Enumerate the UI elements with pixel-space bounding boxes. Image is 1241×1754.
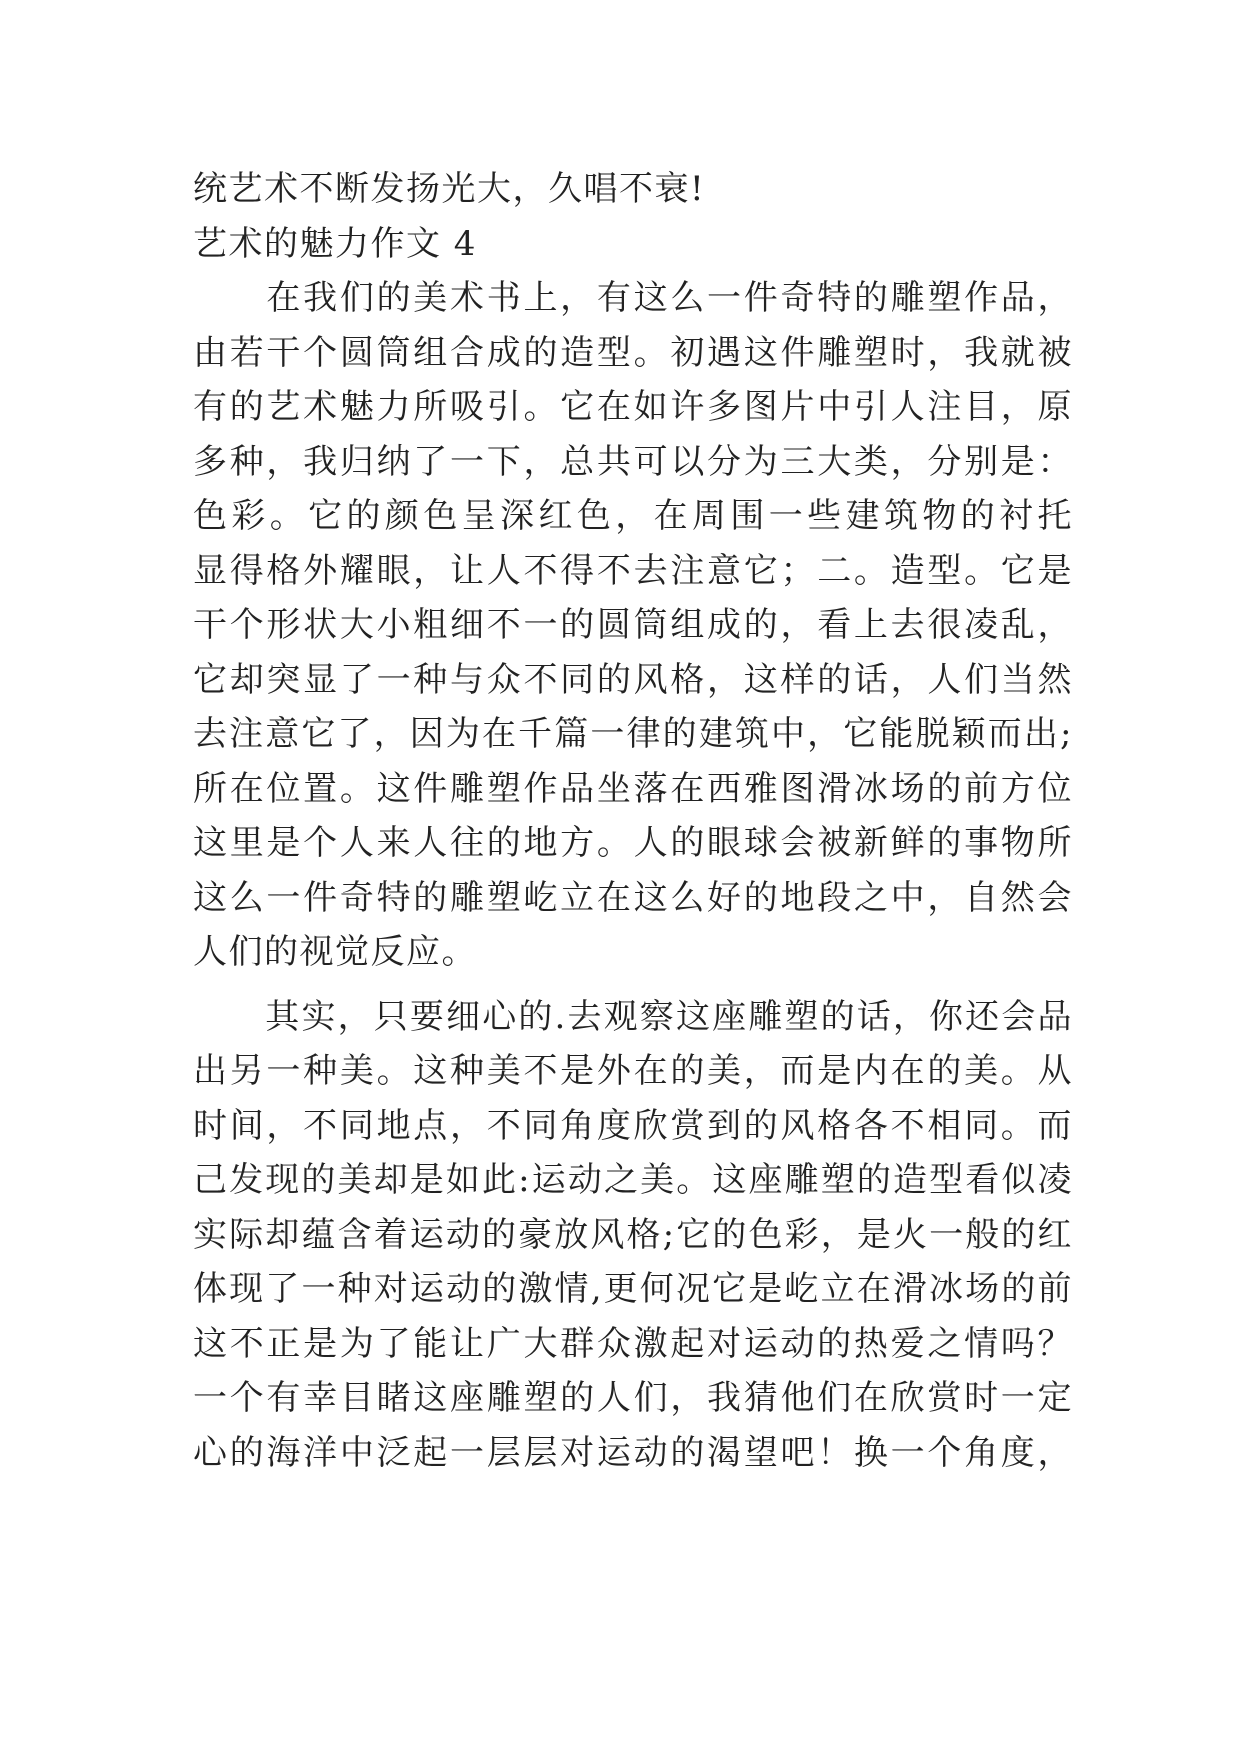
text-line: 在我们的美术书上，有这么一件奇特的雕塑作品，: [266, 278, 1073, 318]
text-line: 显得格外耀眼，让人不得不去注意它；二。造型。它是: [193, 550, 1073, 591]
text-line: 时间，不同地点，不同角度欣赏到的风格各不相同。而: [193, 1105, 1073, 1146]
text-line: 心的海洋中泛起一层层对运动的渴望吧！换一个角度，: [193, 1432, 1073, 1473]
text-line: 统艺术不断发扬光大，久唱不衰!: [193, 169, 706, 209]
text-line: 这里是个人来人往的地方。人的眼球会被新鲜的事物所: [193, 823, 1073, 863]
text-line: 实际却蕴含着运动的豪放风格;它的色彩，是火一般的红: [193, 1214, 1073, 1255]
text-line: 色彩。它的颜色呈深红色，在周围一些建筑物的衬托: [193, 496, 1073, 536]
text-line: 一个有幸目睹这座雕塑的人们，我猜他们在欣赏时一定: [193, 1378, 1073, 1418]
section-heading: 艺术的魅力作文 4: [193, 223, 477, 264]
text-line: 这不正是为了能让广大群众激起对运动的热爱之情吗？: [193, 1323, 1073, 1364]
text-line: 它却突显了一种与众不同的风格，这样的话，人们当然: [193, 659, 1073, 700]
document-body: [193, 162, 1073, 1480]
text-line: 人们的视觉反应。: [193, 932, 477, 972]
text-line: 出另一种美。这种美不是外在的美，而是内在的美。从: [193, 1051, 1073, 1091]
text-line: 体现了一种对运动的激情,更何况它是屹立在滑冰场的前: [193, 1269, 1073, 1309]
text-line: 己发现的美却是如此:运动之美。这座雕塑的造型看似凌: [193, 1160, 1073, 1200]
text-line: 有的艺术魅力所吸引。它在如许多图片中引人注目，原: [193, 387, 1073, 427]
text-line: 干个形状大小粗细不一的圆筒组成的，看上去很凌乱，: [193, 605, 1073, 645]
text-line: 这么一件奇特的雕塑屹立在这么好的地段之中，自然会: [193, 877, 1073, 918]
text-line: 多种，我归纳了一下，总共可以分为三大类，分别是：: [193, 441, 1073, 482]
text-line: 由若干个圆筒组合成的造型。初遇这件雕塑时，我就被: [193, 332, 1073, 373]
text-line: 所在位置。这件雕塑作品坐落在西雅图滑冰场的前方位: [193, 768, 1073, 809]
text-line: 其实，只要细心的.去观察这座雕塑的话，你还会品: [265, 996, 1073, 1037]
text-line: 去注意它了，因为在千篇一律的建筑中，它能脱颖而出;: [193, 714, 1073, 754]
